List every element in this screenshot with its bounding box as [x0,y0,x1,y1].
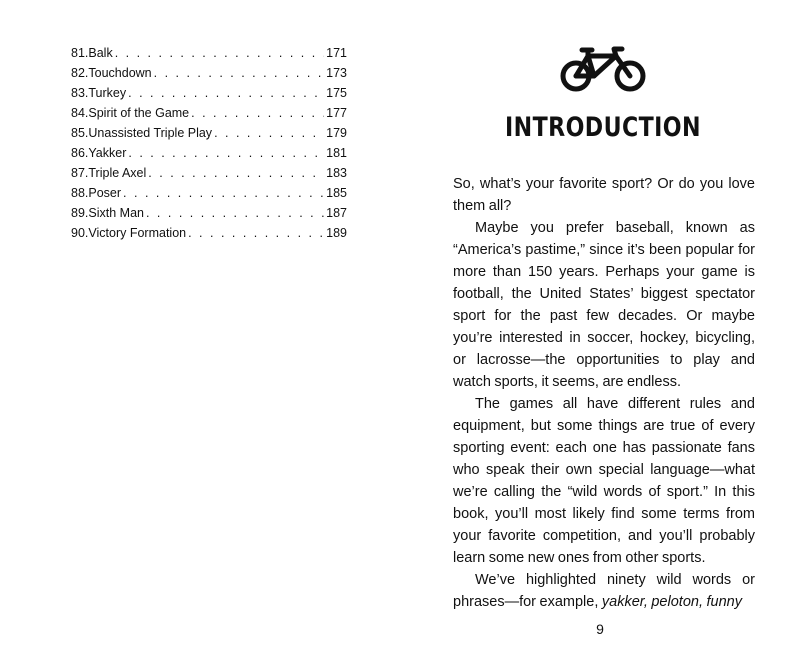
toc-entry-page: 183 [326,166,347,180]
toc-entry [71,143,347,163]
toc-entry-title: Victory Formation [88,226,187,240]
toc-leader-dots [154,63,325,83]
toc-entry [71,43,347,63]
toc-leader-dots [123,183,324,203]
toc-entry-title: Spirit of the Game [88,106,190,120]
toc-entry-page: 175 [326,86,347,100]
toc-entry-number: 82. [71,66,89,80]
toc-entry-title: Turkey [88,86,127,100]
toc-entry-title: Triple Axel [88,166,147,180]
toc-entry-title: Poser [88,186,122,200]
page-number: 9 [596,621,604,637]
toc-leader-dots [146,203,324,223]
table-of-contents [71,43,347,243]
toc-entry-title: Unassisted Triple Play [88,126,213,140]
intro-paragraph-last [453,569,755,613]
toc-entry-number: 87. [71,166,89,180]
toc-entry-page: 181 [326,146,347,160]
toc-entry [71,63,347,83]
toc-entry-number: 90. [71,226,89,240]
toc-leader-dots [128,83,324,103]
right-page [400,0,800,657]
toc-entry-page: 189 [326,226,347,240]
toc-entry-number: 88. [71,186,89,200]
toc-entry-page: 177 [326,106,347,120]
toc-entry-title: Sixth Man [88,206,144,220]
toc-leader-dots [191,103,324,123]
toc-entry [71,163,347,183]
toc-entry-page: 179 [326,126,347,140]
toc-entry-page: 185 [326,186,347,200]
toc-entry-number: 84. [71,106,89,120]
toc-entry-number: 86. [71,146,89,160]
intro-paragraph: The games all have different rules and equipment, but some things are true of every sporting event: each one has passionate fans who speak their own special language—what we’re calling the “wild words of sport.” In this book, you’ll most likely find some terms from your favorite competition, and you’ll probably learn some new ones from other sports. [453,396,755,566]
toc-leader-dots [148,163,324,183]
toc-leader-dots [128,143,324,163]
toc-entry-number: 89. [71,206,89,220]
toc-entry-page: 187 [326,206,347,220]
bicycle-icon [560,45,646,95]
chapter-title: INTRODUCTION [505,112,701,143]
toc-leader-dots [188,223,324,243]
toc-entry [71,123,347,143]
toc-entry-number: 81. [71,46,89,60]
toc-entry [71,223,347,243]
toc-entry-title: Yakker [88,146,127,160]
intro-paragraph: Maybe you prefer baseball, known as “America’s pastime,” since it’s been popular for more than 150 years. Perhaps your game is football, the United States’ biggest spectator sport for the past few decades. Or maybe you’re interested in soccer, hockey, bicycling, or lacrosse—the opportunities to play and watch sports, it seems, are endless. [453,220,755,390]
toc-entry-number: 85. [71,126,89,140]
intro-paragraph-examples: yakker, peloton, funny [601,594,742,610]
toc-entry-title: Touchdown [88,66,152,80]
toc-leader-dots [214,123,324,143]
toc-entry-number: 83. [71,86,89,100]
intro-paragraph: So, what’s your favorite sport? Or do you love them all? [453,176,755,214]
toc-entry-page: 171 [326,46,347,60]
intro-body [453,173,755,613]
toc-entry [71,83,347,103]
toc-entry [71,203,347,223]
intro-paragraph-text: We’ve highlighted ninety wild words or phrases—for example, [453,572,755,610]
toc-entry [71,103,347,123]
toc-entry-title: Balk [88,46,113,60]
toc-leader-dots [115,43,324,63]
toc-entry [71,183,347,203]
toc-entry-page: 173 [326,66,347,80]
